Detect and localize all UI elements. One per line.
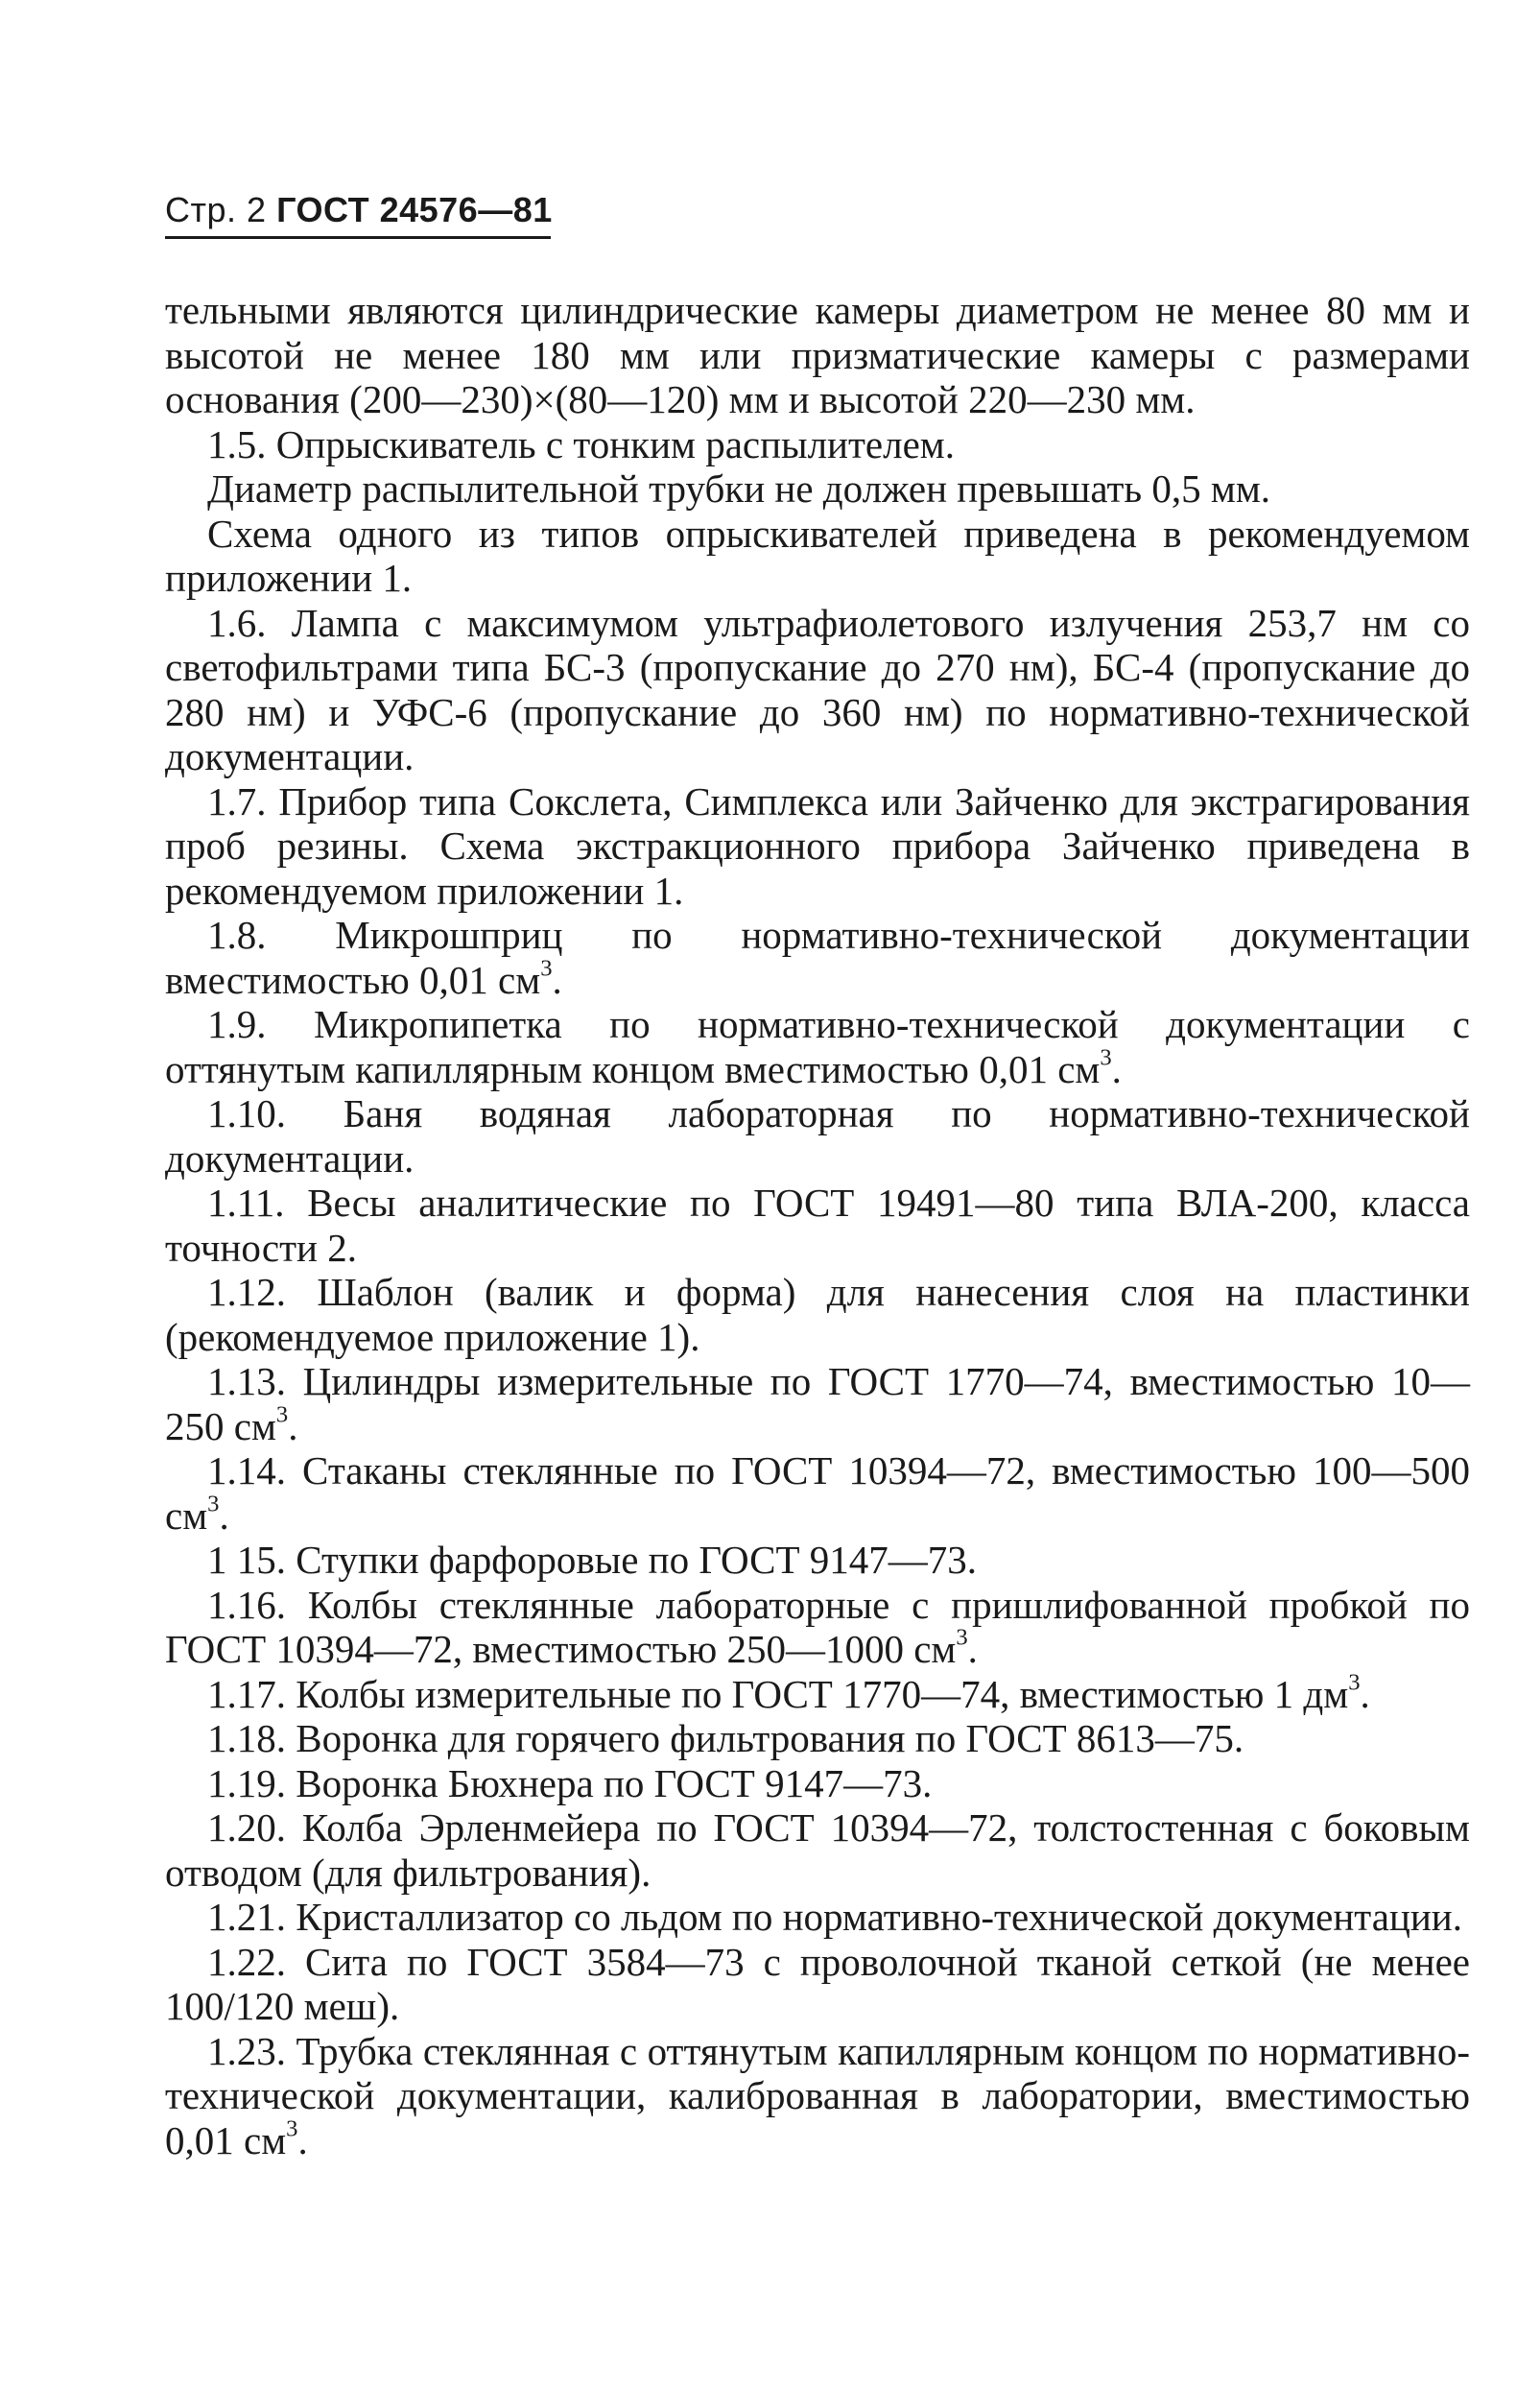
paragraph-text: 1.19. Воронка Бюхнера по ГОСТ 9147—73. <box>207 1760 933 1805</box>
paragraph-tail: . <box>967 1627 978 1671</box>
paragraph <box>165 1761 1470 1806</box>
paragraph <box>165 1940 1470 2029</box>
paragraph <box>165 288 1470 422</box>
paragraph-text: 1.14. Стаканы стеклянные по ГОСТ 10394—72, вместимостью 100—500 см <box>165 1448 1470 1538</box>
paragraph <box>165 913 1470 1002</box>
document-body <box>165 288 1470 2162</box>
paragraph <box>165 1270 1470 1359</box>
paragraph <box>165 422 1470 467</box>
paragraph-tail: . <box>288 1403 298 1448</box>
paragraph <box>165 466 1470 512</box>
paragraph-text: Диаметр распылительной трубки не должен превышать 0,5 мм. <box>207 466 1271 511</box>
paragraph-text: 1.13. Цилиндры измерительные по ГОСТ 1770—74, вместимостью 10—250 см <box>165 1359 1470 1448</box>
paragraph <box>165 779 1470 914</box>
paragraph <box>165 1181 1470 1270</box>
paragraph-text: 1.21. Кристаллизатор со льдом по нормативно-технической документации. <box>207 1895 1462 1939</box>
paragraph-text: 1.12. Шаблон (валик и форма) для нанесения слоя на пластинки (рекомендуемое приложение 1). <box>165 1270 1470 1359</box>
paragraph-text: 1.8. Микрошприц по нормативно-технической документации вместимостью 0,01 см <box>165 913 1470 1002</box>
paragraph-text: 1.18. Воронка для горячего фильтрования по ГОСТ 8613—75. <box>207 1716 1244 1760</box>
paragraph-text: 1.7. Прибор типа Сокслета, Симплекса или Зайченко для экстрагирования проб резины. Схема экстракционного прибора Зайченко приведена в рекомендуемом приложении 1. <box>165 778 1470 913</box>
paragraph-text: 1.11. Весы аналитические по ГОСТ 19491—80 типа ВЛА-200, класса точности 2. <box>165 1181 1470 1270</box>
running-header <box>165 190 553 230</box>
header-rule <box>165 236 551 239</box>
page-label: Стр. 2 <box>165 190 267 229</box>
paragraph <box>165 512 1470 601</box>
paragraph-tail: . <box>219 1492 229 1538</box>
paragraph <box>165 1895 1470 1940</box>
paragraph <box>165 601 1470 779</box>
paragraph-text: 1.10. Баня водяная лабораторная по нормативно-технической документации. <box>165 1091 1470 1181</box>
paragraph-text: 1.9. Микропипетка по нормативно-технической документации с оттянутым капиллярным концом вместимостью 0,01 см <box>165 1002 1470 1091</box>
paragraph-text: 1.17. Колбы измерительные по ГОСТ 1770—74, вместимостью 1 дм <box>207 1671 1349 1716</box>
unit-superscript: 3 <box>1348 1669 1361 1696</box>
paragraph-text: 1.22. Сита по ГОСТ 3584—73 с проволочной тканой сеткой (не менее 100/120 меш). <box>165 1939 1470 2028</box>
paragraph <box>165 1091 1470 1181</box>
paragraph <box>165 1359 1470 1448</box>
paragraph-text: Схема одного из типов опрыскивателей приведена в рекомендуемом приложении 1. <box>165 511 1470 600</box>
paragraph <box>165 2029 1470 2163</box>
unit-superscript: 3 <box>207 1491 220 1517</box>
paragraph <box>165 1583 1470 1672</box>
unit-superscript: 3 <box>1100 1044 1112 1071</box>
paragraph-tail: . <box>1111 1046 1122 1091</box>
paragraph-text: 1.23. Трубка стеклянная с оттянутым капиллярным концом по нормативно-технической документации, калиброванная в лаборатории, вместимостью 0,01 см <box>165 2028 1470 2162</box>
paragraph <box>165 1002 1470 1091</box>
paragraph-text: 1.20. Колба Эрленмейера по ГОСТ 10394—72, толстостенная с боковым отводом (для фильтрования). <box>165 1805 1470 1895</box>
paragraph-tail: . <box>297 2117 308 2162</box>
paragraph <box>165 1448 1470 1538</box>
paragraph <box>165 1805 1470 1895</box>
unit-superscript: 3 <box>275 1401 289 1428</box>
paragraph-text: 1.16. Колбы стеклянные лабораторные с пришлифованной пробкой по ГОСТ 10394—72, вместимостью 250—1000 см <box>165 1582 1470 1671</box>
paragraph-text: тельными являются цилиндрические камеры диаметром не менее 80 мм и высотой не менее 180 мм или призматические камеры с размерами основания (200—230)×(80—120) мм и высотой 220—230 мм. <box>165 288 1470 421</box>
paragraph <box>165 1538 1470 1583</box>
paragraph <box>165 1669 1470 1717</box>
paragraph-text: 1.5. Опрыскиватель с тонким распылителем. <box>207 421 955 466</box>
standard-number: ГОСТ 24576—81 <box>276 190 553 229</box>
paragraph-tail: . <box>1360 1671 1370 1716</box>
paragraph-text: 1 15. Ступки фарфоровые по ГОСТ 9147—73. <box>207 1538 978 1582</box>
unit-superscript: 3 <box>286 2115 298 2142</box>
paragraph-text: 1.6. Лампа с максимумом ультрафиолетового излучения 253,7 нм со светофильтрами типа БС-3 (пропускание до 270 нм), БС-4 (пропускание до 280 нм) и УФС-6 (пропускание до 360 нм) по нормативно-технической документации. <box>165 600 1470 778</box>
paragraph-tail: . <box>552 957 562 1002</box>
paragraph <box>165 1716 1470 1761</box>
unit-superscript: 3 <box>956 1624 968 1651</box>
unit-superscript: 3 <box>540 955 553 982</box>
